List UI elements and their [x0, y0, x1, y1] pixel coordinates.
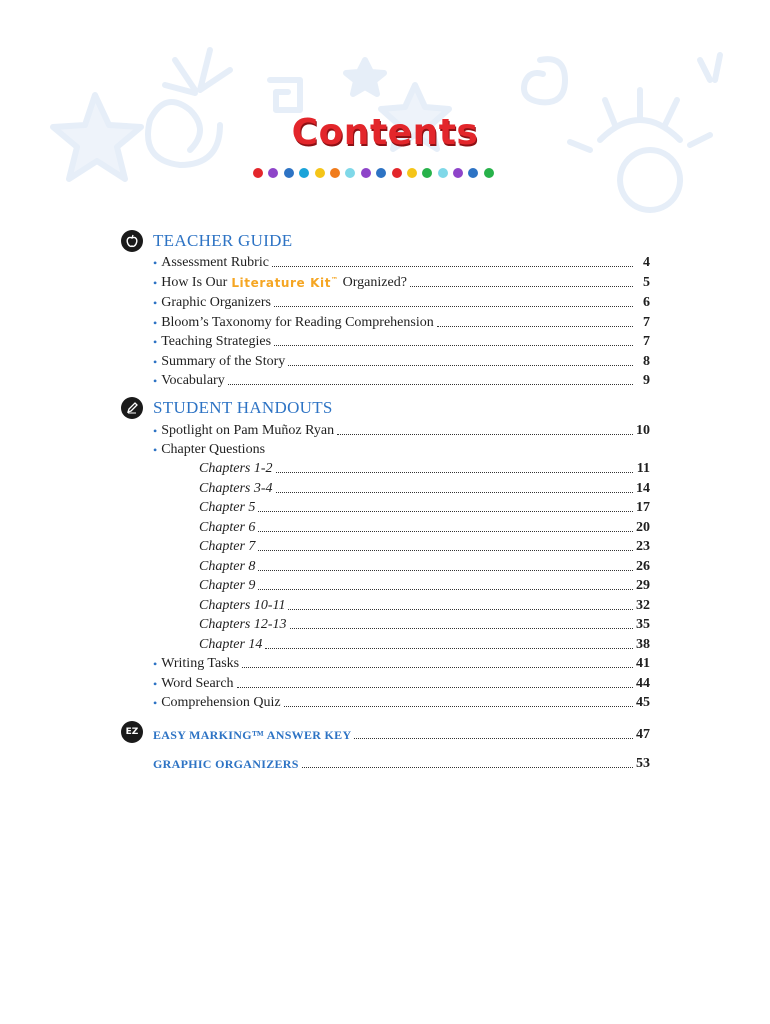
- page-number: 23: [636, 539, 650, 554]
- trademark-symbol: ™: [331, 276, 339, 284]
- page-number: 45: [636, 695, 650, 710]
- dot-leader: [265, 648, 633, 649]
- decorative-dot: [361, 168, 371, 178]
- entry-label: Comprehension Quiz: [161, 695, 281, 710]
- teacher-guide-heading: [121, 230, 292, 252]
- dot-leader: [354, 738, 633, 739]
- decorative-dot: [315, 168, 325, 178]
- dot-leader: [274, 345, 633, 346]
- decorative-dot: [330, 168, 340, 178]
- page-number: 11: [636, 461, 650, 476]
- ez-icon-text: EZ: [125, 727, 139, 737]
- toc-subentry[interactable]: [199, 457, 650, 477]
- page-number: 9: [643, 373, 650, 388]
- entry-label: Teaching Strategies: [161, 334, 272, 349]
- page-number: 4: [643, 255, 650, 270]
- bullet: •: [153, 335, 158, 349]
- bullet: •: [153, 316, 158, 330]
- dot-leader: [302, 767, 633, 768]
- bullet: •: [153, 256, 158, 270]
- brand-text: Literature Kit: [231, 276, 332, 290]
- toc-subentry[interactable]: [199, 496, 650, 516]
- page-number: 38: [636, 637, 650, 652]
- dot-leader: [258, 570, 633, 571]
- toc-entry[interactable]: [153, 311, 650, 331]
- toc-subentry[interactable]: [199, 477, 650, 497]
- entry-label: Chapters 3-4: [199, 481, 273, 496]
- decorative-dot: [392, 168, 402, 178]
- dot-leader: [290, 628, 634, 629]
- decorative-dot: [376, 168, 386, 178]
- entry-label: Writing Tasks: [161, 656, 240, 671]
- dot-leader: [228, 384, 633, 385]
- decorative-dot: [345, 168, 355, 178]
- dot-leader: [258, 589, 633, 590]
- section-title: TEACHER GUIDE: [153, 231, 293, 250]
- entry-label-end: Organized?: [342, 275, 407, 290]
- page-number: 35: [636, 617, 650, 632]
- dot-leader: [288, 365, 633, 366]
- page-number: 5: [643, 275, 650, 290]
- toc-entry-graphic-organizers[interactable]: [153, 752, 650, 772]
- toc-subentry[interactable]: [199, 555, 650, 575]
- dot-leader: [258, 511, 633, 512]
- decorative-dot: [299, 168, 309, 178]
- dot-leader: [237, 687, 633, 688]
- page-number: 47: [636, 727, 650, 742]
- page-number: 7: [643, 315, 650, 330]
- page-number: 17: [636, 500, 650, 515]
- entry-label: Chapters 1-2: [199, 461, 273, 476]
- bullet: •: [153, 355, 158, 369]
- toc-entry[interactable]: [153, 438, 650, 458]
- entry-label: Assessment Rubric: [161, 255, 269, 270]
- entry-label: Chapter 9: [199, 578, 256, 593]
- ez-icon: [121, 721, 143, 743]
- toc-entry[interactable]: [153, 251, 650, 271]
- page-number: 6: [643, 295, 650, 310]
- toc-entry[interactable]: [153, 369, 650, 389]
- literature-kit-brand: [231, 272, 338, 291]
- decorative-dot: [407, 168, 417, 178]
- entry-label: Graphic Organizers: [161, 295, 271, 310]
- dot-leader: [242, 667, 633, 668]
- dot-leader: [258, 550, 633, 551]
- page-number: 32: [636, 598, 650, 613]
- entry-label: Word Search: [161, 676, 234, 691]
- toc-entry[interactable]: [153, 291, 650, 311]
- decorative-dot: [484, 168, 494, 178]
- toc-entry[interactable]: [153, 271, 650, 291]
- toc-entry[interactable]: [153, 330, 650, 350]
- toc-entry[interactable]: [153, 652, 650, 672]
- bullet: •: [153, 374, 158, 388]
- page-number: 7: [643, 334, 650, 349]
- decorative-dot-row: [253, 168, 494, 178]
- entry-label: Chapter 5: [199, 500, 256, 515]
- bullet: •: [153, 657, 158, 671]
- toc-subentry[interactable]: [199, 594, 650, 614]
- entry-label: Vocabulary: [161, 373, 225, 388]
- bullet: •: [153, 696, 158, 710]
- toc-subentry[interactable]: [199, 574, 650, 594]
- entry-label: Chapter 8: [199, 559, 256, 574]
- toc-entry[interactable]: [153, 350, 650, 370]
- dot-leader: [258, 531, 633, 532]
- decorative-dot: [453, 168, 463, 178]
- page-number: 10: [636, 423, 650, 438]
- section-title: STUDENT HANDOUTS: [153, 398, 333, 417]
- pencil-icon: [121, 397, 143, 419]
- page-number: 29: [636, 578, 650, 593]
- entry-label: Chapters 10-11: [199, 598, 286, 613]
- page-number: 20: [636, 520, 650, 535]
- decorative-dot: [422, 168, 432, 178]
- decorative-dot: [253, 168, 263, 178]
- toc-subentry[interactable]: [199, 613, 650, 633]
- dot-leader: [284, 706, 633, 707]
- page-number: 44: [636, 676, 650, 691]
- decorative-dot: [268, 168, 278, 178]
- decorative-dot: [468, 168, 478, 178]
- dot-leader: [276, 492, 634, 493]
- bullet: •: [153, 296, 158, 310]
- toc-entry[interactable]: [153, 672, 650, 692]
- dot-leader: [276, 472, 634, 473]
- entry-label: Summary of the Story: [161, 354, 286, 369]
- dot-leader: [410, 286, 633, 287]
- entry-label: How Is Our: [161, 275, 228, 290]
- toc-subentry[interactable]: [199, 633, 650, 653]
- entry-label: Chapter 14: [199, 637, 263, 652]
- dot-leader: [288, 609, 633, 610]
- page-number: 14: [636, 481, 650, 496]
- entry-label: Chapter 7: [199, 539, 256, 554]
- page-number: 41: [636, 656, 650, 671]
- entry-label: EASY MARKING™ ANSWER KEY: [153, 728, 352, 742]
- bullet: •: [153, 276, 158, 290]
- dot-leader: [337, 434, 633, 435]
- decorative-dot: [438, 168, 448, 178]
- toc-subentry[interactable]: [199, 535, 650, 555]
- page-number: 26: [636, 559, 650, 574]
- entry-label: Chapters 12-13: [199, 617, 287, 632]
- entry-label: GRAPHIC ORGANIZERS: [153, 757, 299, 771]
- entry-label: Chapter 6: [199, 520, 256, 535]
- page-number: 53: [636, 756, 650, 771]
- toc-entry[interactable]: [153, 691, 650, 711]
- toc-subentry[interactable]: [199, 516, 650, 536]
- bullet: •: [153, 677, 158, 691]
- dot-leader: [437, 326, 633, 327]
- page-title: Contents: [291, 112, 479, 153]
- dot-leader: [272, 266, 633, 267]
- entry-label: Spotlight on Pam Muñoz Ryan: [161, 423, 335, 438]
- student-handouts-heading: [121, 397, 333, 419]
- toc-entry[interactable]: [153, 419, 650, 439]
- bullet: •: [153, 424, 158, 438]
- page-number: 8: [643, 354, 650, 369]
- toc-entry-answer-key[interactable]: [153, 723, 650, 743]
- entry-label: Chapter Questions: [161, 442, 266, 457]
- apple-icon: [121, 230, 143, 252]
- bullet: •: [153, 443, 158, 457]
- dot-leader: [274, 306, 633, 307]
- decorative-dot: [284, 168, 294, 178]
- entry-label: Bloom’s Taxonomy for Reading Comprehension: [161, 315, 434, 330]
